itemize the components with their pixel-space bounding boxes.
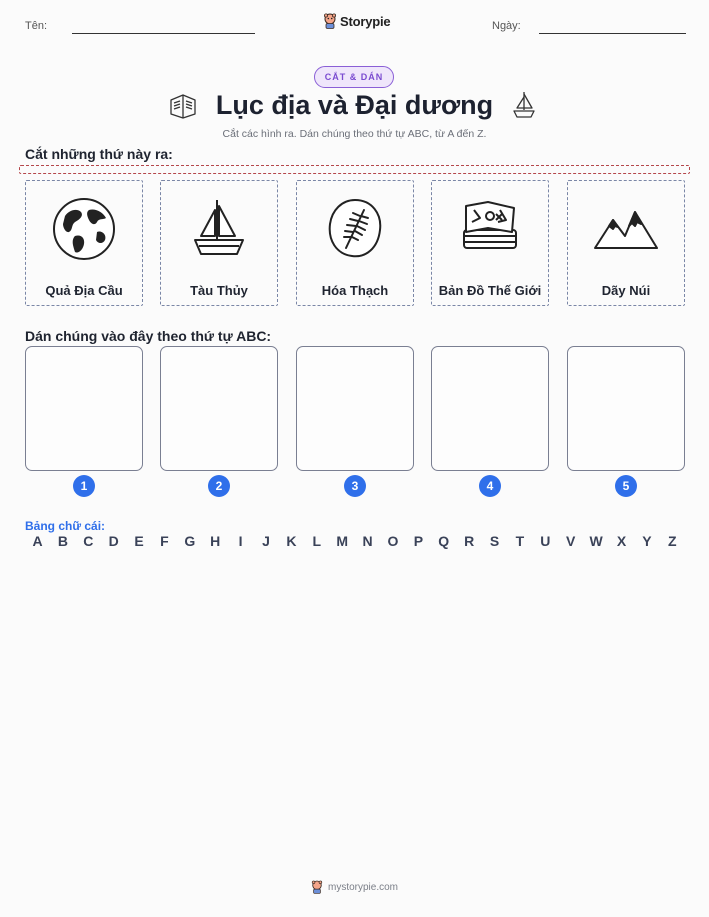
footer	[0, 880, 709, 894]
alphabet-letter: Q	[438, 533, 450, 549]
paste-slot-2[interactable]	[160, 346, 278, 471]
worksheet-header	[0, 0, 709, 50]
alphabet-letter: V	[566, 533, 576, 549]
cut-card-fossil[interactable]	[296, 180, 414, 306]
card-label: Hóa Thạch	[321, 283, 389, 298]
footer-url: mystorypie.com	[327, 881, 398, 893]
alphabet-letter: J	[262, 533, 270, 549]
alphabet-letter: S	[489, 533, 500, 549]
page-title: Lục địa và Đại dương	[215, 90, 494, 120]
alphabet-letter: H	[210, 533, 221, 549]
alphabet-letter: X	[616, 533, 627, 549]
cut-section-title: Cắt những thứ này ra:	[25, 146, 173, 162]
alphabet-letter: B	[57, 533, 68, 549]
cut-card-globe[interactable]	[25, 180, 143, 306]
cut-card-ship[interactable]	[160, 180, 278, 306]
alphabet-letter: O	[387, 533, 399, 549]
mountains-icon	[593, 196, 659, 262]
alphabet-letter: F	[160, 533, 169, 549]
card-label: Quả Địa Cầu	[45, 283, 123, 298]
storypie-mascot-icon	[311, 880, 323, 894]
alphabet-title: Bảng chữ cái:	[25, 519, 106, 533]
cut-line	[19, 165, 690, 174]
cut-card-mountains[interactable]	[567, 180, 685, 306]
date-line	[539, 33, 686, 34]
name-label: Tên:	[25, 20, 48, 32]
world-map-icon	[458, 196, 522, 262]
alphabet-letter: P	[413, 533, 424, 549]
alphabet-letter: W	[589, 533, 603, 549]
alphabet-letter: G	[184, 533, 196, 549]
sailboat-icon	[189, 196, 249, 262]
name-line	[72, 33, 255, 34]
alphabet-letter: A	[32, 533, 43, 549]
brand-logo	[323, 13, 390, 29]
alphabet-letter: U	[540, 533, 551, 549]
alphabet-row	[25, 533, 685, 549]
paste-slot-5[interactable]	[567, 346, 685, 471]
instructions: Cắt các hình ra. Dán chúng theo thứ tự ABC, từ A đến Z.	[222, 128, 487, 140]
cut-card-world-map[interactable]	[431, 180, 549, 306]
alphabet-letter: E	[134, 533, 144, 549]
paste-slot-4[interactable]	[431, 346, 549, 471]
globe-icon	[51, 196, 117, 262]
paste-slot-1[interactable]	[25, 346, 143, 471]
alphabet-letter: D	[108, 533, 119, 549]
fossil-icon	[324, 196, 386, 262]
paste-slot-3[interactable]	[296, 346, 414, 471]
slot-number-3: 3	[344, 475, 366, 497]
alphabet-letter: M	[336, 533, 349, 549]
brand-name: Storypie	[340, 13, 391, 29]
alphabet-letter: N	[362, 533, 373, 549]
alphabet-letter: L	[312, 533, 322, 549]
slot-number-2: 2	[208, 475, 230, 497]
slot-number-5: 5	[615, 475, 637, 497]
alphabet-letter: R	[464, 533, 475, 549]
alphabet-letter: Z	[667, 533, 677, 549]
alphabet-letter: I	[238, 533, 243, 549]
card-label: Tàu Thủy	[190, 283, 248, 298]
paste-section-title: Dán chúng vào đây theo thứ tự ABC:	[25, 328, 272, 344]
alphabet-letter: T	[515, 533, 525, 549]
card-label: Bản Đồ Thế Giới	[438, 283, 542, 298]
slot-number-1: 1	[73, 475, 95, 497]
activity-badge: CẮT & DÁN	[314, 66, 394, 88]
card-label: Dãy Núi	[601, 283, 651, 298]
sailboat-icon	[510, 90, 538, 120]
storypie-mascot-icon	[323, 13, 337, 29]
slot-number-4: 4	[479, 475, 501, 497]
alphabet-letter: K	[286, 533, 297, 549]
date-label: Ngày:	[492, 20, 521, 32]
alphabet-letter: Y	[642, 533, 652, 549]
alphabet-letter: C	[83, 533, 94, 549]
